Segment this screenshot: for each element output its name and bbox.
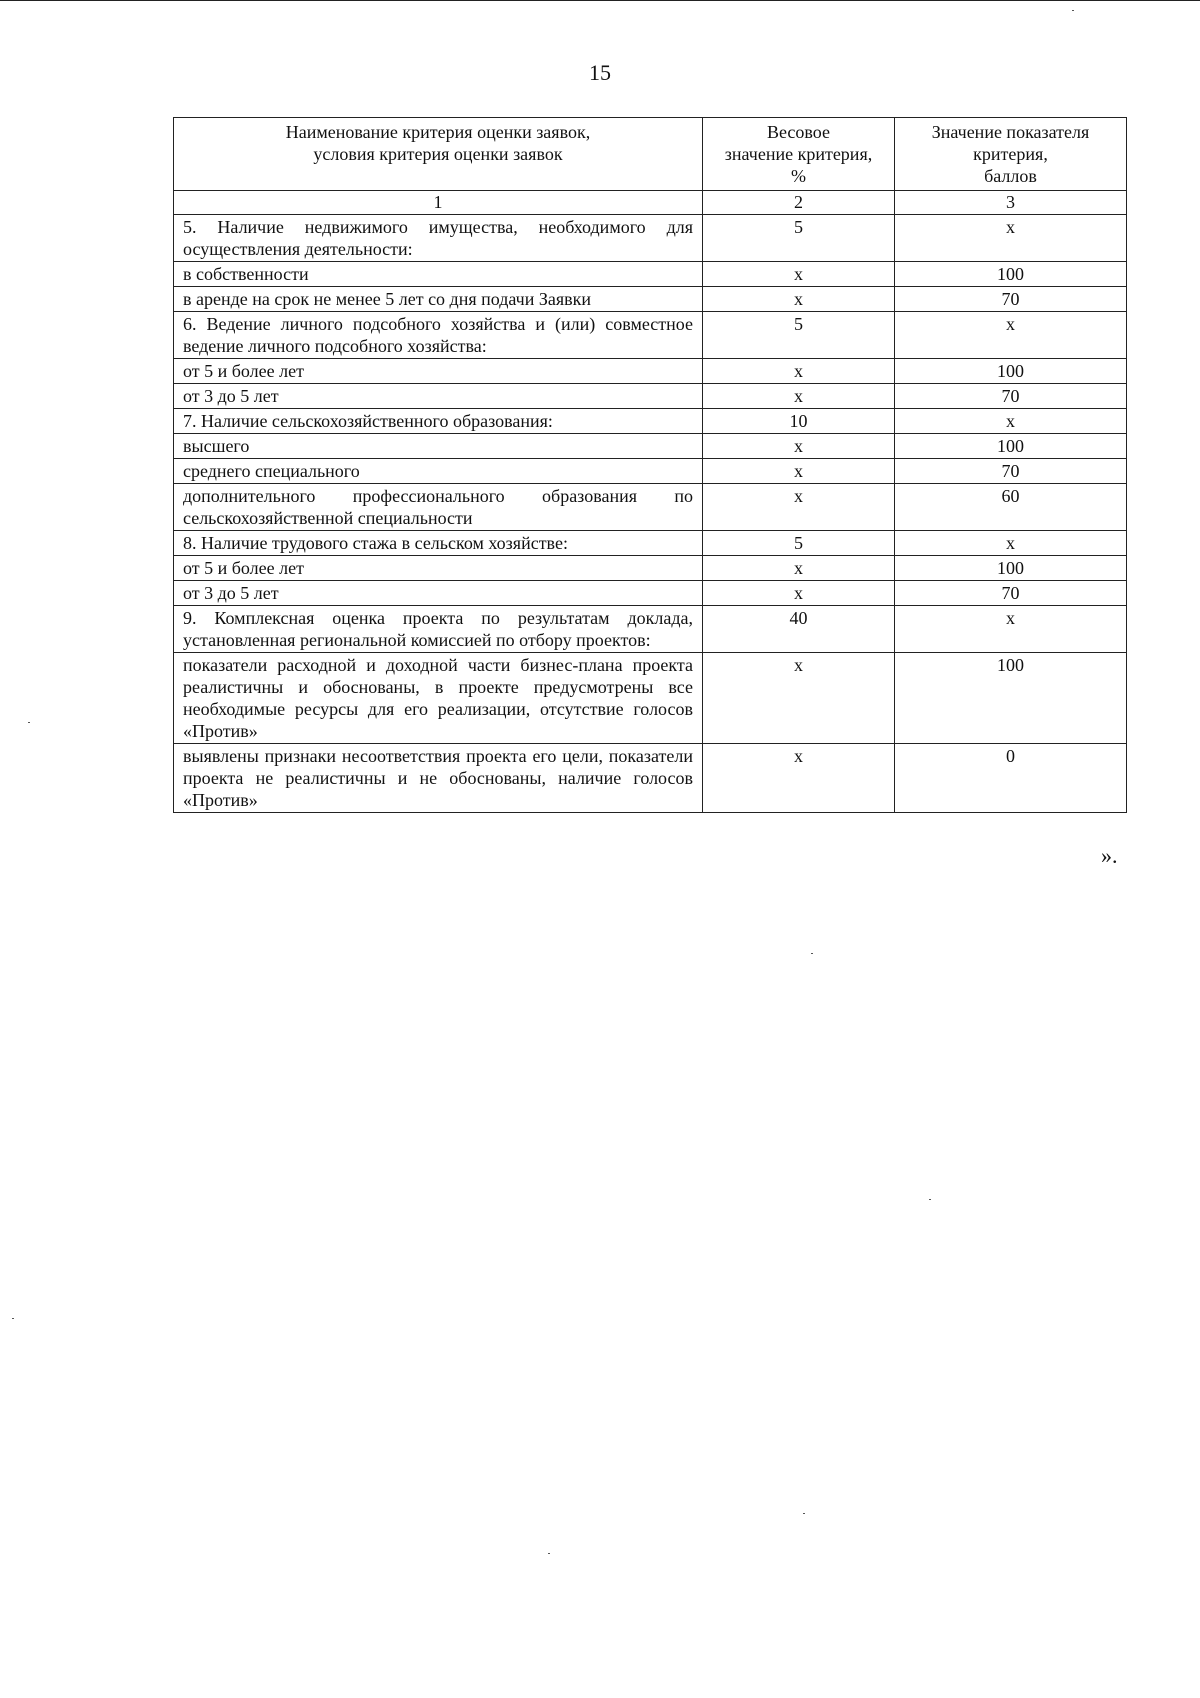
table-row	[174, 606, 1127, 653]
table-body	[174, 215, 1127, 813]
score-cell: 60	[895, 484, 1127, 531]
table-row	[174, 653, 1127, 744]
table-row	[174, 384, 1127, 409]
scan-speck	[811, 953, 813, 954]
weight-cell: 40	[703, 606, 895, 653]
criterion-name-cell: высшего	[174, 434, 703, 459]
criterion-name-cell: в аренде на срок не менее 5 лет со дня подачи Заявки	[174, 287, 703, 312]
weight-cell: x	[703, 653, 895, 744]
header-weight: Весовое значение критерия, %	[703, 118, 895, 191]
score-cell: 100	[895, 262, 1127, 287]
criterion-name-cell: показатели расходной и доходной части бизнес-плана проекта реалистичны и обоснованы, в проекте предусмотрены все необходимые ресурсы для его реализации, отсутствие голосов «Против»	[174, 653, 703, 744]
criterion-name-cell: 6. Ведение личного подсобного хозяйства и (или) совместное ведение личного подсобного хозяйства:	[174, 312, 703, 359]
criterion-name-cell: от 5 и более лет	[174, 556, 703, 581]
weight-cell: x	[703, 581, 895, 606]
criterion-name-cell: от 3 до 5 лет	[174, 581, 703, 606]
table-row	[174, 744, 1127, 813]
table-row	[174, 262, 1127, 287]
scan-speck	[12, 1318, 14, 1319]
score-cell: x	[895, 215, 1127, 262]
score-cell: x	[895, 531, 1127, 556]
criterion-name-cell: среднего специального	[174, 459, 703, 484]
weight-cell: x	[703, 434, 895, 459]
score-cell: 0	[895, 744, 1127, 813]
score-cell: x	[895, 312, 1127, 359]
weight-cell: x	[703, 744, 895, 813]
score-cell: x	[895, 409, 1127, 434]
scan-speck	[1072, 10, 1074, 11]
scan-speck	[28, 722, 30, 723]
page-number: 15	[589, 60, 611, 85]
table-row	[174, 531, 1127, 556]
scan-speck	[929, 1199, 931, 1200]
weight-cell: x	[703, 287, 895, 312]
weight-cell: 5	[703, 312, 895, 359]
criterion-name-cell: выявлены признаки несоответствия проекта его цели, показатели проекта не реалистичны и не обоснованы, наличие голосов «Против»	[174, 744, 703, 813]
criteria-table	[173, 117, 1127, 813]
weight-cell: 5	[703, 215, 895, 262]
table-row	[174, 312, 1127, 359]
score-cell: 100	[895, 434, 1127, 459]
column-number: 3	[895, 191, 1127, 215]
weight-cell: x	[703, 556, 895, 581]
criterion-name-cell: дополнительного профессионального образования по сельскохозяйственной специальности	[174, 484, 703, 531]
score-cell: 70	[895, 384, 1127, 409]
table-row	[174, 581, 1127, 606]
score-cell: 100	[895, 556, 1127, 581]
score-cell: 70	[895, 581, 1127, 606]
header-criterion-name: Наименование критерия оценки заявок, условия критерия оценки заявок	[174, 118, 703, 191]
table-row	[174, 359, 1127, 384]
score-cell: 100	[895, 359, 1127, 384]
criterion-name-cell: в собственности	[174, 262, 703, 287]
table-row	[174, 484, 1127, 531]
weight-cell: x	[703, 262, 895, 287]
weight-cell: x	[703, 484, 895, 531]
table-row	[174, 434, 1127, 459]
table-row	[174, 459, 1127, 484]
table-row	[174, 409, 1127, 434]
weight-cell: 10	[703, 409, 895, 434]
criterion-name-cell: 8. Наличие трудового стажа в сельском хозяйстве:	[174, 531, 703, 556]
score-cell: x	[895, 606, 1127, 653]
score-cell: 70	[895, 287, 1127, 312]
scan-top-border	[0, 0, 1200, 1]
weight-cell: x	[703, 359, 895, 384]
criterion-name-cell: от 3 до 5 лет	[174, 384, 703, 409]
scan-speck	[803, 1513, 805, 1514]
header-score: Значение показателя критерия, баллов	[895, 118, 1127, 191]
column-number: 1	[174, 191, 703, 215]
table-header-row	[174, 118, 1127, 191]
column-number: 2	[703, 191, 895, 215]
score-cell: 70	[895, 459, 1127, 484]
criterion-name-cell: 5. Наличие недвижимого имущества, необходимого для осуществления деятельности:	[174, 215, 703, 262]
table-row	[174, 215, 1127, 262]
criterion-name-cell: 7. Наличие сельскохозяйственного образования:	[174, 409, 703, 434]
scan-speck	[548, 1553, 550, 1554]
table-row	[174, 287, 1127, 312]
column-number-row	[174, 191, 1127, 215]
table-row	[174, 556, 1127, 581]
closing-quote-mark: ».	[1101, 843, 1118, 868]
criterion-name-cell: от 5 и более лет	[174, 359, 703, 384]
weight-cell: 5	[703, 531, 895, 556]
score-cell: 100	[895, 653, 1127, 744]
criterion-name-cell: 9. Комплексная оценка проекта по результатам доклада, установленная региональной комиссией по отбору проектов:	[174, 606, 703, 653]
weight-cell: x	[703, 384, 895, 409]
weight-cell: x	[703, 459, 895, 484]
